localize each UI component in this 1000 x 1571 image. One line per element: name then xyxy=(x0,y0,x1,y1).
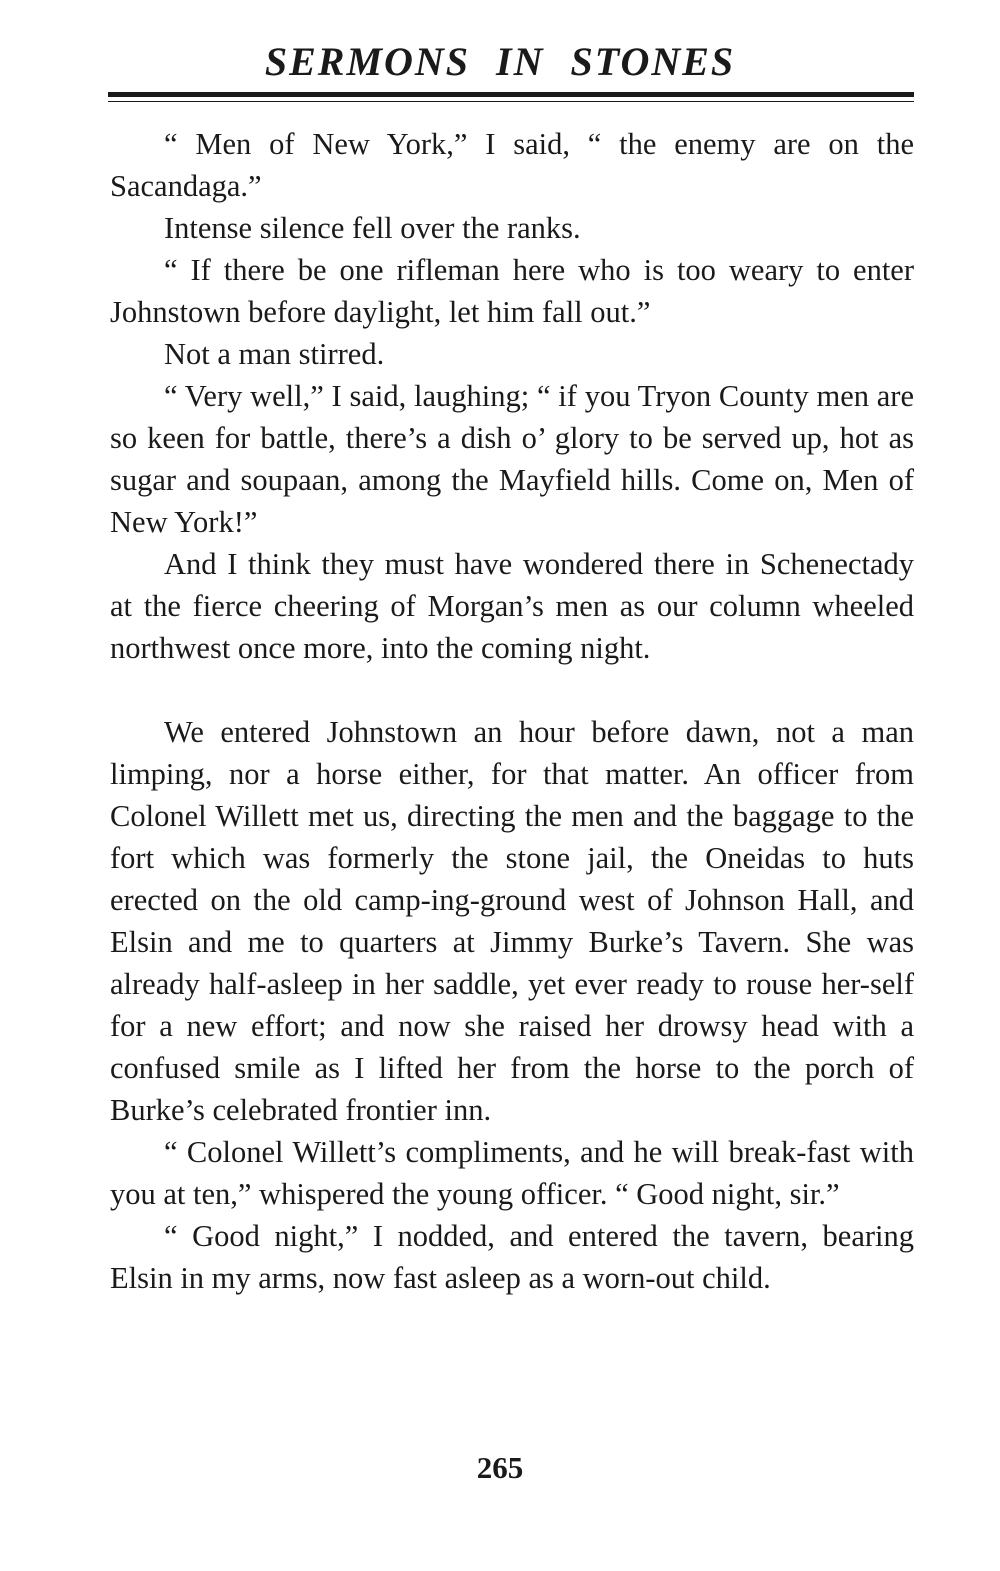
paragraph: Not a man stirred. xyxy=(164,337,385,371)
running-head: SERMONS IN STONES xyxy=(264,39,736,84)
paragraph: “ Men of New York,” I said, “ the enemy are on the Sacandaga.” xyxy=(110,127,914,203)
paragraph: “ Colonel Willett’s compliments, and he will break-fast with you at ten,” whispered the young officer. “ Good night, sir.” xyxy=(110,1135,914,1211)
paragraph: Intense silence fell over the ranks. xyxy=(164,211,581,245)
header-rule-thick xyxy=(108,92,914,97)
page-number: 265 xyxy=(476,1450,524,1485)
body-text xyxy=(110,123,914,1299)
paragraph: “ Very well,” I said, laughing; “ if you Tryon County men are so keen for battle, there’s a dish o’ glory to be served up, hot as sugar and soupaan, among the Mayfield hills. Come on, Men of New York!” xyxy=(110,379,914,539)
paragraph: We entered Johnstown an hour before dawn, not a man limping, nor a horse either, for that matter. An officer from Colonel Willett met us, directing the men and the baggage to the fort which was formerly the stone jail, the Oneidas to huts erected on the old camp-ing-ground west of Johnson Hall, and Elsin and me to quarters at Jimmy Burke’s Tavern. She was already half-asleep in her saddle, yet ever ready to rouse her-self for a new effort; and now she raised her drowsy head with a confused smile as I lifted her from the horse to the porch of Burke’s celebrated frontier inn. xyxy=(110,715,914,1127)
paragraph: “ If there be one rifleman here who is too weary to enter Johnstown before daylight, let him fall out.” xyxy=(110,253,914,329)
paragraph: And I think they must have wondered there in Schenectady at the fierce cheering of Morgan’s men as our column wheeled northwest once more, into the coming night. xyxy=(110,547,914,665)
paragraph: “ Good night,” I nodded, and entered the tavern, bearing Elsin in my arms, now fast asleep as a worn-out child. xyxy=(110,1219,914,1295)
header-rule-thin xyxy=(108,101,914,102)
